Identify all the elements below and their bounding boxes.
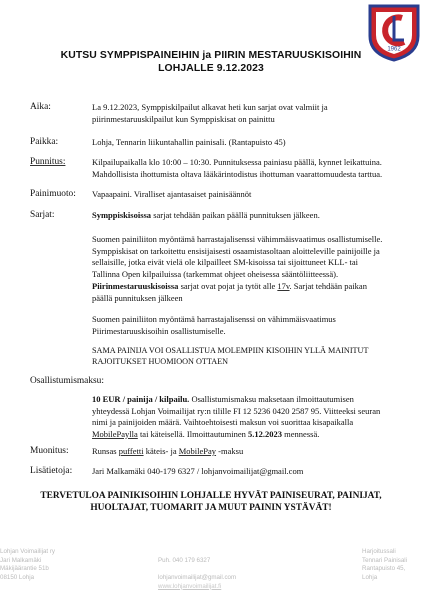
label-osallistumismaksu: Osallistumismaksu: <box>30 376 104 386</box>
value-painimuoto: Vapaapaini. Viralliset ajantasaiset painisäännöt <box>92 189 252 199</box>
sarjat-piiri-info: Piirinmestaruuskisoissa sarjat ovat pojat ja tytöt alle 17v. Sarjat tehdään paikan päällä punnituksen jälkeen <box>92 281 367 303</box>
sarjat-license-info: Suomen painiliiton myöntämä harrastajalisenssi on vähimmäisvaatimus Piirimestaruuskisoihin osallistumiselle. <box>92 314 336 336</box>
closing-message: TERVETULOA PAINIKISOIHIN LOHJALLE HYVÄT PAINISEURAT, PAINIJAT, HUOLTAJAT, TUOMARIT JA MUUT PAININ YSTÄVÄT! <box>40 491 382 514</box>
footer-email-link[interactable]: lohjanvoimailijat@gmail.com <box>158 574 237 582</box>
sarjat-symppis-info: Suomen painiliiton myöntämä harrastajalisenssi vähimmäisvaatimus osallistumiselle. Symppiskisat on tarkoitettu ensisijaisesti osaamistasoltaan aloitteleville painijoille ja sellaisille, jotka eivät vielä ole kilpailleet SM-kisoissa tai sijoittuneet KLL- tai Tallinna Open kilpailuissa (tarkemmat ohjeet oheisessa sääntöliitteessä). <box>92 234 383 279</box>
label-painimuoto: Painimuoto: <box>30 189 76 199</box>
page-title: KUTSU SYMPPISPAINEIHIN ja PIIRIN MESTARUUSKISOIHIN <box>60 50 362 61</box>
label-muonitus: Muonitus: <box>30 446 69 456</box>
footer-contact: Puh. 040 179 6327 lohjanvoimailijat@gmail.com www.lohjanvoimailijat.fi <box>158 557 237 590</box>
value-aika: La 9.12.2023, Symppiskilpailut alkavat heti kun sarjat ovat valmiit ja piirinmestaruuskilpailut kun Symppiskisat on painittu <box>92 102 328 124</box>
value-muonitus: Runsas puffetti käteis- ja MobilePay -maksu <box>92 446 244 456</box>
label-aika: Aika: <box>30 102 51 112</box>
value-paikka: Lohja, Tennarin liikuntahallin painisali. (Rantapuisto 45) <box>92 137 286 147</box>
footer-address: Lohjan Voimailijat ry Jari Malkamäki Mäkijäärantie 51b 08150 Lohja <box>0 548 56 581</box>
value-osallistumismaksu: 10 EUR / painija / kilpailu. Osallistumismaksu maksetaan ilmoittautumisen yhteydessä Lohjan Voimailijat ry:n tilille FI 12 5236 0420 2587 95. Viitteeksi seuran nimi ja painijoiden määrä. Vaihtoehtoisesti maksun voi suorittaa kisapaikalla MobilePaylla tai käteisellä. Ilmoittautuminen 5.12.2023 mennessä. <box>92 394 381 439</box>
value-punnitus: Kilpailupaikalla klo 10:00 – 10:30. Punnituksessa painiasu päällä, kynnet leikattuina. Mahdollisista ihottumista oltava lääkärintodistus ihottuman vaarattomuudesta tarttua. <box>92 157 383 179</box>
label-lisatietoja: Lisätietoja: <box>30 466 73 476</box>
footer-venue: Harjoitussali Tennari Painisali Rantapuisto 45, Lohja <box>362 548 408 581</box>
value-sarjat: Symppiskisoissa sarjat tehdään paikan päällä punnituksen jälkeen. <box>92 210 320 220</box>
footer-website-link[interactable]: www.lohjanvoimailijat.fi <box>158 582 222 590</box>
label-paikka: Paikka: <box>30 137 59 147</box>
label-punnitus: Punnitus: <box>30 157 66 167</box>
sarjat-both-notice: SAMA PAINIJA VOI OSALLISTUA MOLEMPIIN KISOIHIN YLLÄ MAINITUT RAJOITUKSET HUOMIOON OTTAEN <box>92 346 369 366</box>
logo-year: 1962 <box>387 46 401 53</box>
label-sarjat: Sarjat: <box>30 210 55 220</box>
value-lisatietoja: Jari Malkamäki 040-179 6327 / lohjanvoimailijat@gmail.com <box>92 466 304 476</box>
page-subtitle: LOHJALLE 9.12.2023 <box>158 63 264 74</box>
